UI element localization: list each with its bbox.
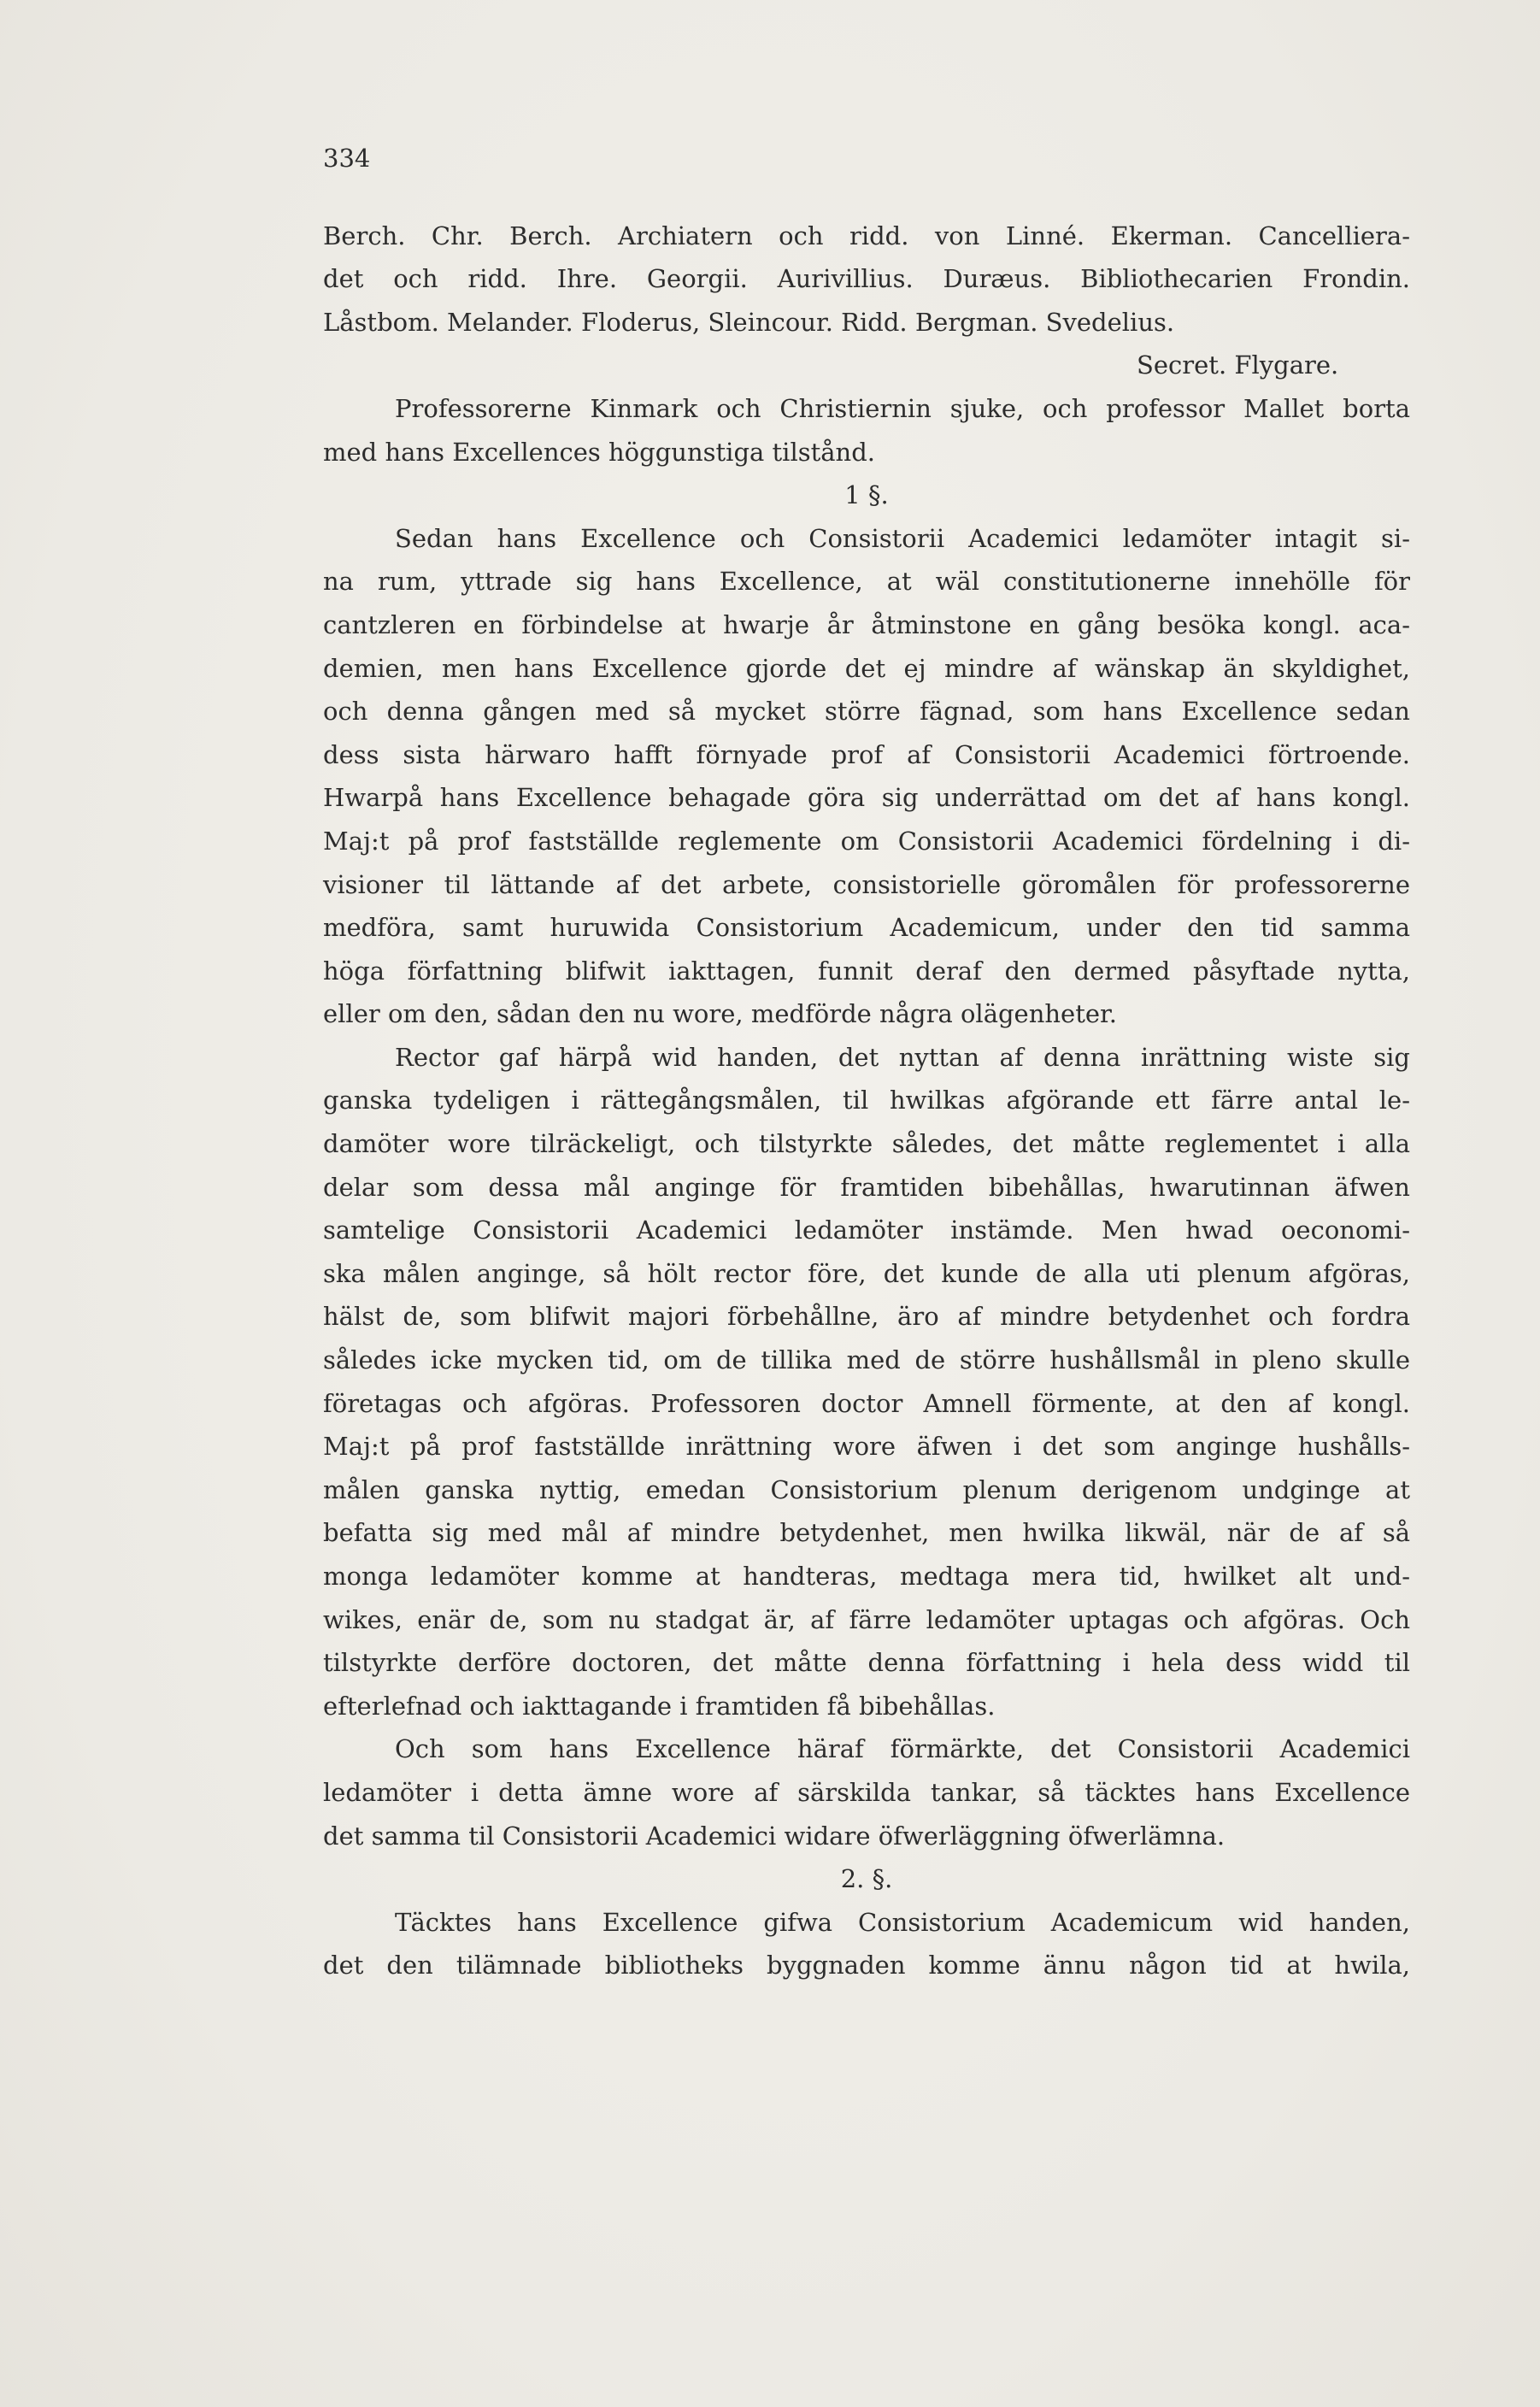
text-line: Sedan hans Excellence och Consistorii Academici ledamöter intagit si- — [395, 523, 1410, 553]
text-line: det den tilämnade bibliotheks byggnaden komme ännu någon tid at hwila, — [323, 1951, 1410, 1980]
text-line: Hwarpå hans Excellence behagade göra sig underrättad om det af hans kongl. — [323, 783, 1410, 813]
text-line: ganska tydeligen i rättegångsmålen, til hwilkas afgörande ett färre antal le- — [323, 1086, 1410, 1115]
text-line: det och ridd. Ihre. Georgii. Aurivillius. Duræus. Bibliothecarien Frondin. — [323, 264, 1410, 294]
section-heading: 1 §. — [844, 480, 889, 510]
text-line: höga författning blifwit iakttagen, funnit deraf den dermed påsyftade nytta, — [323, 956, 1410, 986]
text-line: hälst de, som blifwit majori förbehållne, äro af mindre betydenhet och fordra — [323, 1302, 1410, 1332]
text-line: delar som dessa mål anginge för framtiden bibehållas, hwarutinnan äfwen — [323, 1172, 1410, 1202]
text-line: Och som hans Excellence häraf förmärkte, det Consistorii Academici — [395, 1734, 1410, 1764]
text-line: damöter wore tilräckeligt, och tilstyrkte således, det måtte reglementet i alla — [323, 1129, 1410, 1159]
text-line: Berch. Chr. Berch. Archiatern och ridd. von Linné. Ekerman. Cancelliera- — [323, 221, 1410, 250]
text-block — [323, 137, 1410, 1987]
text-line: företagas och afgöras. Professoren doctor Amnell förmente, at den af kongl. — [323, 1388, 1410, 1418]
text-line: monga ledamöter komme at handteras, medtaga mera tid, hwilket alt und- — [323, 1562, 1410, 1591]
text-line: det samma til Consistorii Academici widare öfwerläggning öfwerlämna. — [323, 1821, 1226, 1851]
text-line: målen ganska nyttig, emedan Consistorium plenum derigenom undginge at — [323, 1474, 1410, 1504]
body-text — [323, 215, 1410, 1987]
text-line: således icke mycken tid, om de tillika med de större hushållsmål in pleno skulle — [323, 1345, 1410, 1375]
text-line: eller om den, sådan den nu wore, medförde några olägenheter. — [323, 999, 1117, 1029]
text-line: wikes, enär de, som nu stadgat är, af färre ledamöter uptagas och afgöras. Och — [323, 1604, 1410, 1634]
text-line: ska målen anginge, så hölt rector före, det kunde de alla uti plenum afgöras, — [323, 1258, 1410, 1288]
text-line: ledamöter i detta ämne wore af särskilda tankar, så täcktes hans Excellence — [323, 1777, 1410, 1807]
text-line: Maj:t på prof fastställde inrättning wore äfwen i det som anginge hushålls- — [323, 1432, 1410, 1462]
text-line: dess sista härwaro hafft förnyade prof af Consistorii Academici förtroende. — [323, 739, 1410, 769]
text-line: Maj:t på prof fastställde reglemente om Consistorii Academici fördelning i di- — [323, 826, 1410, 856]
text-line: na rum, yttrade sig hans Excellence, at wäl constitutionerne innehölle för — [323, 567, 1410, 597]
page-number: 334 — [323, 144, 371, 173]
text-line: samtelige Consistorii Academici ledamöter instämde. Men hwad oeconomi- — [323, 1215, 1410, 1245]
text-line: Täcktes hans Excellence gifwa Consistorium Academicum wid handen, — [395, 1907, 1410, 1937]
text-line: Rector gaf härpå wid handen, det nyttan af denna inrättning wiste sig — [395, 1042, 1410, 1072]
text-line: efterlefnad och iakttagande i framtiden få bibehållas. — [323, 1691, 996, 1721]
text-line: Låstbom. Melander. Floderus, Sleincour. Ridd. Bergman. Svedelius. — [323, 307, 1175, 337]
text-line: befatta sig med mål af mindre betydenhet, men hwilka likwäl, när de af så — [323, 1518, 1410, 1548]
text-line: medföra, samt huruwida Consistorium Academicum, under den tid samma — [323, 913, 1410, 943]
text-line: Secret. Flygare. — [1137, 350, 1339, 380]
text-line: och denna gången med så mycket större fägnad, som hans Excellence sedan — [323, 697, 1410, 727]
text-line: demien, men hans Excellence gjorde det ej mindre af wänskap än skyldighet, — [323, 653, 1410, 683]
text-line: Professorerne Kinmark och Christiernin sjuke, och professor Mallet borta — [395, 393, 1410, 423]
section-heading: 2. §. — [840, 1864, 893, 1894]
text-line: med hans Excellences höggunstiga tilstånd. — [323, 437, 876, 467]
text-line: tilstyrkte derföre doctoren, det måtte denna författning i hela dess widd til — [323, 1648, 1410, 1678]
text-line: cantzleren en förbindelse at hwarje år åtminstone en gång besöka kongl. aca- — [323, 609, 1410, 639]
text-line: visioner til lättande af det arbete, consistorielle göromålen för professorerne — [323, 869, 1410, 899]
